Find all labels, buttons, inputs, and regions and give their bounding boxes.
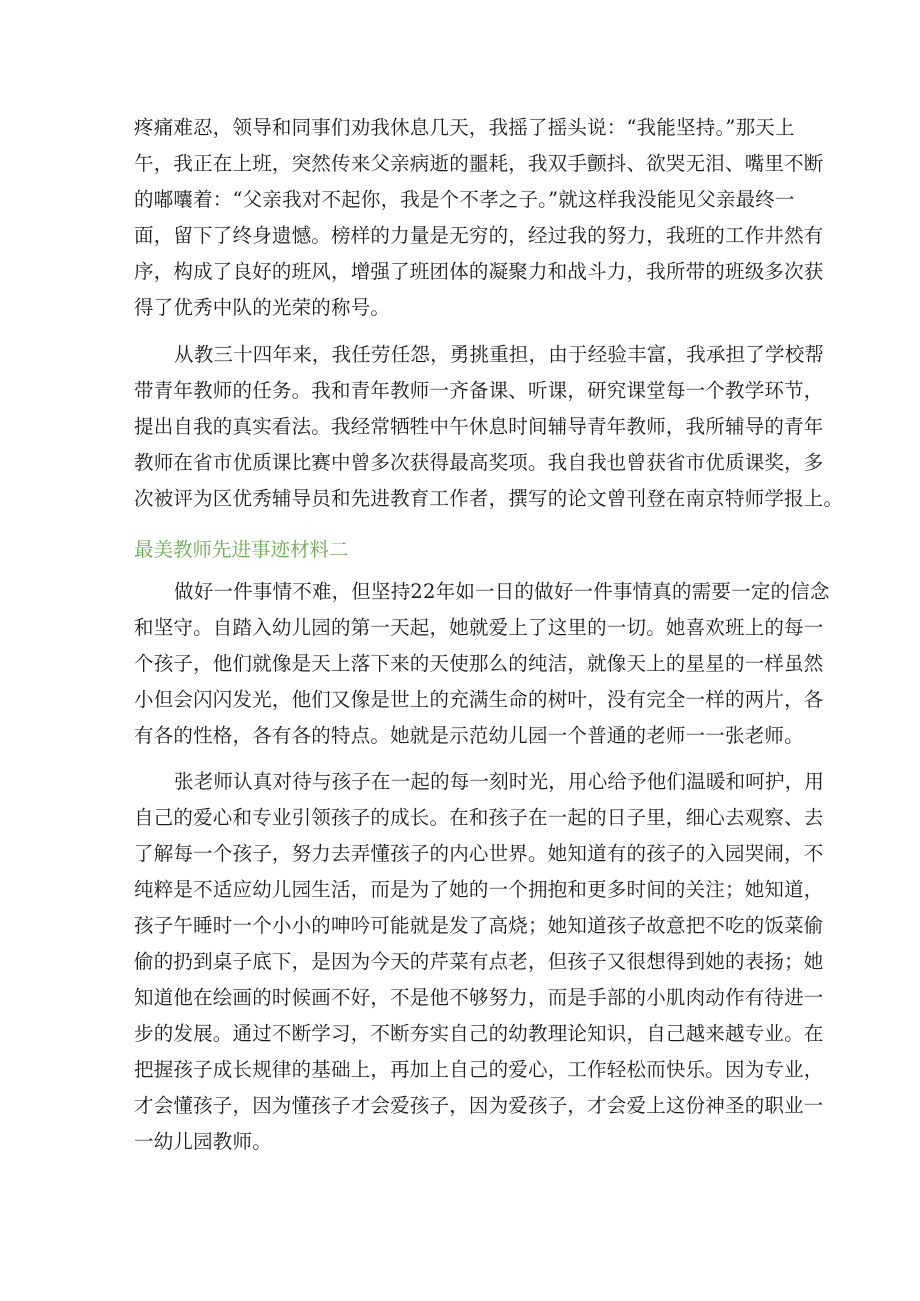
paragraph-line: 的嘟囔着：“父亲我对不起你，我是个不孝之子。”就这样我没能见父亲最终一 [134, 188, 795, 211]
paragraph-line: 次被评为区优秀辅导员和先进教育工作者，撰写的论文曾刊登在南京特师学报上。 [134, 487, 844, 510]
paragraph-line: 知道他在绘画的时候画不好，不是他不够努力，而是手部的小肌肉动作有待进一 [134, 986, 824, 1009]
paragraph-line: 张老师认真对待与孩子在一起的每一刻时光，用心给予他们温暖和呵护，用 [174, 770, 825, 793]
paragraph-line: 了解每一个孩子，努力去弄懂孩子的内心世界。她知道有的孩子的入园哭闹，不 [134, 842, 824, 865]
section-heading: 最美教师先进事迹材料二 [134, 538, 349, 561]
paragraph-4 [134, 764, 825, 1160]
paragraph-line: 步的发展。通过不断学习，不断夯实自己的幼教理论知识，自己越来越专业。在 [134, 1022, 824, 1045]
paragraph-3 [134, 574, 830, 754]
paragraph-line: 一幼儿园教师。 [134, 1130, 272, 1153]
paragraph-line: 把握孩子成长规律的基础上，再加上自己的爱心，工作轻松而快乐。因为专业， [134, 1058, 824, 1081]
paragraph-line: 从教三十四年来，我任劳任怨，勇挑重担，由于经验丰富，我承担了学校帮 [174, 343, 825, 366]
paragraph-line: 小但会闪闪发光，他们又像是世上的充满生命的树叶，没有完全一样的两片，各 [134, 688, 824, 711]
paragraph-line: 做好一件事情不难，但坚持22年如一日的做好一件事情真的需要一定的信念 [174, 580, 830, 603]
paragraph-line: 纯粹是不适应幼儿园生活，而是为了她的一个拥抱和更多时间的关注；她知道， [134, 878, 824, 901]
paragraph-line: 序，构成了良好的班风，增强了班团体的凝聚力和战斗力，我所带的班级多次获 [134, 260, 824, 283]
paragraph-line: 有各的性格，各有各的特点。她就是示范幼儿园一个普通的老师一一张老师。 [134, 724, 804, 747]
paragraph-line: 带青年教师的任务。我和青年教师一齐备课、听课，研究课堂每一个教学环节， [134, 379, 824, 402]
paragraph-line: 偷的扔到桌子底下，是因为今天的芹菜有点老，但孩子又很想得到她的表扬；她 [134, 950, 824, 973]
paragraph-line: 教师在省市优质课比赛中曾多次获得最高奖项。我自我也曾获省市优质课奖，多 [134, 451, 824, 474]
paragraph-line: 面，留下了终身遗憾。榜样的力量是无穷的，经过我的努力，我班的工作井然有 [134, 224, 824, 247]
paragraph-line: 才会懂孩子，因为懂孩子才会爱孩子，因为爱孩子，才会爱上这份神圣的职业一 [134, 1094, 824, 1117]
paragraph-line: 自己的爱心和专业引领孩子的成长。在和孩子在一起的日子里，细心去观察、去 [134, 806, 824, 829]
paragraph-1 [134, 110, 824, 326]
paragraph-line: 和坚守。自踏入幼儿园的第一天起，她就爱上了这里的一切。她喜欢班上的每一 [134, 616, 824, 639]
paragraph-line: 个孩子，他们就像是天上落下来的天使那么的纯洁，就像天上的星星的一样虽然 [134, 652, 824, 675]
paragraph-line: 得了优秀中队的光荣的称号。 [134, 296, 391, 319]
paragraph-2 [134, 337, 844, 517]
paragraph-line: 孩子午睡时一个小小的呻吟可能就是发了高烧；她知道孩子故意把不吃的饭菜偷 [134, 914, 824, 937]
paragraph-line: 疼痛难忍，领导和同事们劝我休息几天，我摇了摇头说：“我能坚持。”那天上 [134, 116, 795, 139]
paragraph-line: 午，我正在上班，突然传来父亲病逝的噩耗，我双手颤抖、欲哭无泪、嘴里不断 [134, 152, 824, 175]
paragraph-line: 提出自我的真实看法。我经常牺牲中午休息时间辅导青年教师，我所辅导的青年 [134, 415, 824, 438]
